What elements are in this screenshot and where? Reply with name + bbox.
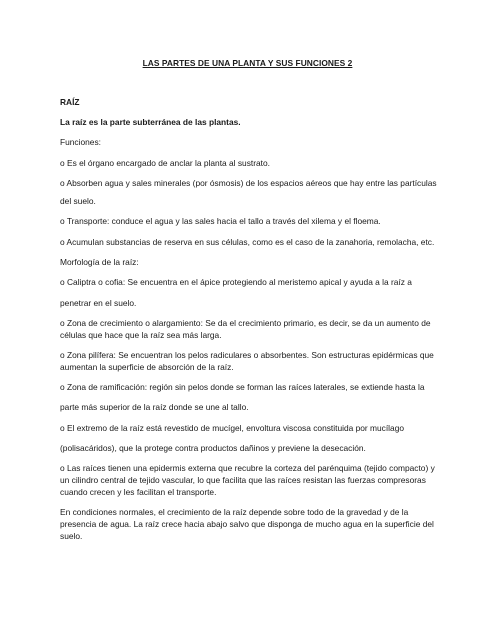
- paragraph: o Es el órgano encargado de anclar la planta al sustrato.: [60, 157, 270, 168]
- paragraph: o El extremo de la raíz está revestido de mucígel, envoltura viscosa constituida por mucílago: [60, 422, 405, 433]
- document-body: [60, 97, 438, 551]
- paragraph: (polisacáridos), que la protege contra productos dañinos y previene la desecación.: [60, 443, 366, 454]
- paragraph: del suelo.: [60, 195, 96, 206]
- paragraph: o Zona de ramificación: región sin pelos donde se forman las raíces laterales, se extiende hasta la: [60, 382, 425, 393]
- paragraph: Funciones:: [60, 137, 101, 148]
- document-title: LAS PARTES DE UNA PLANTA Y SUS FUNCIONES 2: [142, 58, 353, 68]
- paragraph: o Zona pilífera: Se encuentran los pelos radiculares o absorbentes. Son estructuras epidérmicas que aumentan la superficie de absorción de la raíz.: [60, 350, 434, 373]
- paragraph: o Caliptra o cofia: Se encuentra en el ápice protegiendo al meristemo apical y ayuda a la raíz a: [60, 277, 412, 288]
- paragraph: penetrar en el suelo.: [60, 297, 137, 308]
- paragraph: o Zona de crecimiento o alargamiento: Se da el crecimiento primario, es decir, se da un aumento de células que hace que la raíz sea más larga.: [60, 318, 431, 340]
- section-heading: RAÍZ: [60, 97, 80, 107]
- paragraph: o Transporte: conduce el agua y las sales hacia el tallo a través del xilema y el floema.: [60, 216, 381, 227]
- paragraph: o Acumulan substancias de reserva en sus células, como es el caso de la zanahoria, remolacha, etc.: [60, 236, 435, 247]
- paragraph: En condiciones normales, el crecimiento de la raíz depende sobre todo de la gravedad y de la presencia de agua. La raíz crece hacia abajo salvo que disponga de mucho agua en la superficie del suelo.: [60, 507, 434, 542]
- paragraph: o Las raíces tienen una epidermis externa que recubre la corteza del parénquima (tejido compacto) y un cilindro central de tejido vascular, lo que facilita que las raíces resistan las fuerzas compresoras cuando crecen y les facilitan el transporte.: [60, 463, 435, 498]
- paragraph: parte más superior de la raíz donde se une al tallo.: [60, 402, 249, 413]
- paragraph: Morfología de la raíz:: [60, 256, 139, 267]
- intro-sentence: La raíz es la parte subterránea de las plantas.: [60, 116, 241, 127]
- paragraph: o Absorben agua y sales minerales (por ósmosis) de los espacios aéreos que hay entre las partículas: [60, 177, 437, 188]
